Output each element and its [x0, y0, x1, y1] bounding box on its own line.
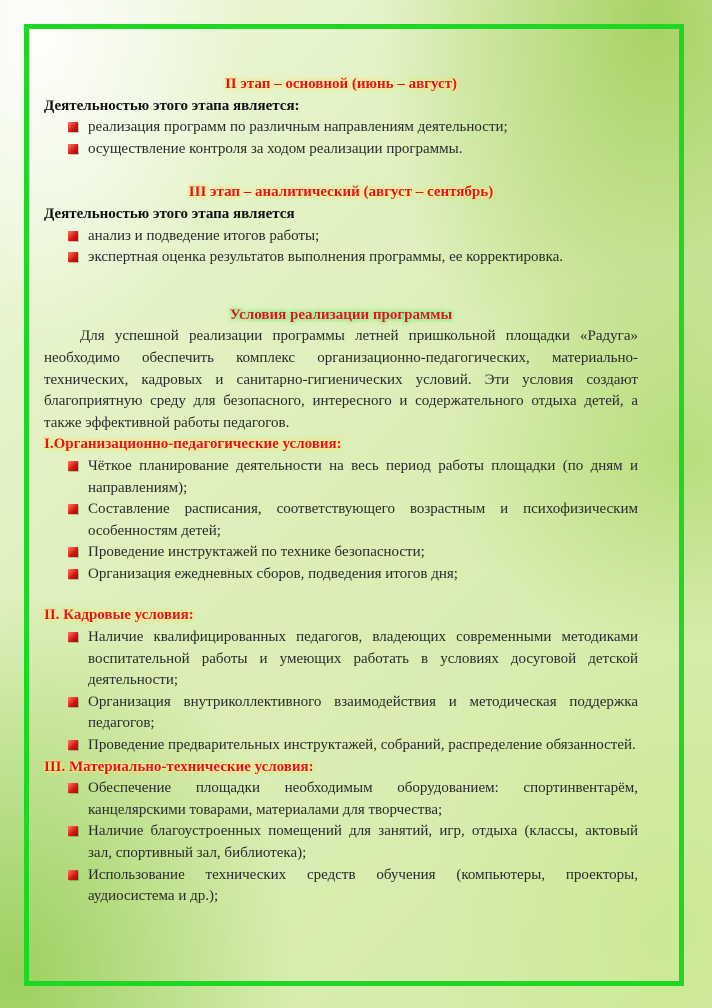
- section1-list: [44, 456, 638, 586]
- section3-title: III. Материально-технические условия:: [44, 758, 314, 775]
- list-item-text: Проведение инструктажей по технике безопасности;: [88, 544, 425, 561]
- list-item: [44, 542, 638, 564]
- bullet-icon: [68, 569, 78, 579]
- bullet-icon: [68, 870, 78, 880]
- bullet-icon: [68, 144, 78, 154]
- stage2-list: [44, 117, 638, 160]
- bullet-icon: [68, 783, 78, 793]
- list-item: [44, 499, 638, 542]
- list-item: [44, 564, 638, 586]
- stage2-title: II этап – основной (июнь – август): [224, 76, 458, 92]
- list-item: [44, 692, 638, 735]
- list-item-text: экспертная оценка результатов выполнения программы, ее корректировка.: [88, 249, 564, 266]
- stage3-lead: Деятельностью этого этапа является: [44, 205, 295, 222]
- list-item-text: осуществление контроля за ходом реализации программы.: [88, 140, 463, 157]
- bullet-icon: [68, 632, 78, 642]
- list-item: [44, 735, 638, 757]
- list-item-text: Составление расписания, соответствующего возрастным и психофизическим особенностям детей;: [88, 501, 638, 539]
- bullet-icon: [68, 461, 78, 471]
- document-body: [44, 74, 638, 908]
- stage2-lead: Деятельностью этого этапа является:: [44, 97, 300, 114]
- list-item: [44, 139, 638, 161]
- list-item: [44, 117, 638, 139]
- section2-title: II. Кадровые условия:: [44, 607, 194, 624]
- section1-title: I.Организационно-педагогические условия:: [44, 436, 342, 453]
- bullet-icon: [68, 826, 78, 836]
- list-item-text: реализация программ по различным направлениям деятельности;: [88, 119, 508, 136]
- list-item-text: Наличие квалифицированных педагогов, владеющих современными методиками воспитательной работы и умеющих работать в условиях досуговой детской деятельности;: [88, 629, 638, 689]
- list-item-text: Использование технических средств обучения (компьютеры, проекторы, аудиосистема и др.);: [88, 866, 638, 905]
- list-item: [44, 627, 638, 692]
- conditions-title: Условия реализации программы: [229, 306, 453, 323]
- bullet-icon: [68, 740, 78, 750]
- list-item: [44, 865, 638, 908]
- stage3-list: [44, 226, 638, 269]
- section3-list: [44, 778, 638, 908]
- list-item-text: Чёткое планирование деятельности на весь период работы площадки (по дням и направлениям);: [88, 457, 638, 496]
- list-item-text: Обеспечение площадки необходимым оборудованием: спортинвентарём, канцелярскими товарами, материалами для творчества;: [88, 780, 638, 818]
- bullet-icon: [68, 252, 78, 262]
- bullet-icon: [68, 697, 78, 707]
- list-item: [44, 456, 638, 499]
- bullet-icon: [68, 231, 78, 241]
- conditions-intro: Для успешной реализации программы летней пришкольной площадки «Радуга» необходимо обеспечить комплекс организационно-педагогических, материально-технических, кадровых и санитарно-гигиенических условий. Эти условия создают благоприятную среду для безопасного, интересного и содержательного отдыха детей, а также эффективной работы педагогов.: [44, 328, 638, 431]
- bullet-icon: [68, 122, 78, 132]
- bullet-icon: [68, 504, 78, 514]
- list-item: [44, 778, 638, 821]
- list-item-text: Наличие благоустроенных помещений для занятий, игр, отдыха (классы, актовый зал, спортивный зал, библиотека);: [88, 823, 638, 861]
- list-item-text: Организация ежедневных сборов, подведения итогов дня;: [88, 565, 458, 582]
- list-item-text: анализ и подведение итогов работы;: [88, 227, 320, 244]
- list-item: [44, 247, 638, 269]
- bullet-icon: [68, 547, 78, 557]
- list-item: [44, 226, 638, 248]
- stage3-title: III этап – аналитический (август – сентябрь): [188, 184, 494, 201]
- list-item-text: Проведение предварительных инструктажей, собраний, распределение обязанностей.: [88, 737, 636, 754]
- list-item: [44, 821, 638, 864]
- section2-list: [44, 627, 638, 757]
- list-item-text: Организация внутриколлективного взаимодействия и методическая поддержка педагогов;: [88, 693, 638, 732]
